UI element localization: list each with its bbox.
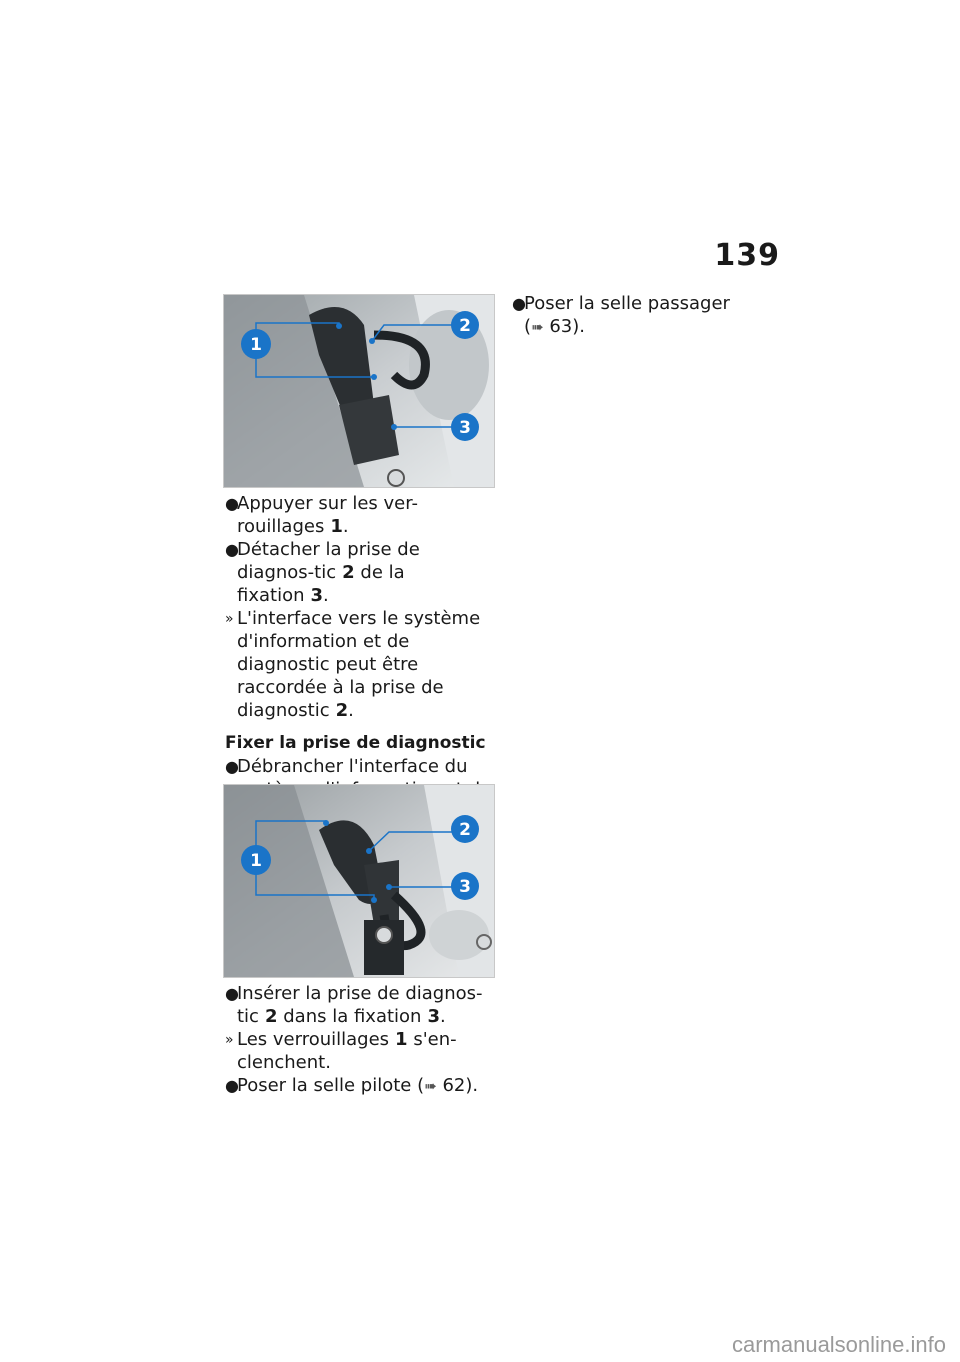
step4-text: Insérer la prise de diagnos-tic: [237, 983, 483, 1027]
step6-end: ).: [572, 316, 585, 337]
result2-end: s'en-clenchent.: [237, 1029, 457, 1073]
ref-2: 2: [342, 562, 355, 583]
step-insert-socket: [225, 982, 495, 1028]
svg-text:3: 3: [459, 877, 471, 897]
ref-2: 2: [335, 700, 349, 721]
step5-text: Poser la selle pilote (: [237, 1075, 425, 1096]
page-arrow-icon: ➠: [531, 318, 544, 336]
ref-2: 2: [264, 1006, 278, 1027]
step2-text: Détacher la prise de diagnos-tic: [237, 539, 420, 583]
page-reference-link[interactable]: 63: [549, 316, 573, 337]
svg-text:1: 1: [250, 851, 262, 871]
step1-text: Appuyer sur les ver-rouillages: [237, 493, 418, 537]
svg-text:3: 3: [459, 418, 471, 438]
svg-text:2: 2: [459, 820, 471, 840]
step2-end: .: [323, 585, 329, 606]
diagnostic-socket-photo-1: [223, 294, 495, 488]
watermark-footer: carmanualsonline.info: [731, 1332, 946, 1357]
svg-text:1: 1: [250, 335, 262, 355]
page-reference-link[interactable]: 62: [442, 1075, 466, 1096]
page-arrow-icon: ➠: [424, 1077, 437, 1095]
step4-end: .: [439, 1006, 446, 1027]
step3-text: Débrancher l'interface du: [237, 756, 468, 777]
section-heading: Fixer la prise de diagnostic: [225, 733, 486, 753]
instructions-block-3: [512, 292, 732, 339]
instructions-block-2: [225, 982, 495, 1098]
step-fit-passenger-seat: [512, 292, 732, 339]
svg-text:2: 2: [459, 316, 471, 336]
step5-end: ).: [465, 1075, 479, 1096]
bullet-icon: ●: [225, 1076, 239, 1095]
result1-text: L'interface vers le système d'information et de diagnostic peut être raccordée à la prise de diagnostic: [237, 608, 481, 721]
ref-1: 1: [395, 1029, 408, 1050]
bullet-icon: ●: [225, 757, 239, 776]
bullet-icon: ●: [225, 540, 239, 559]
result-icon: »: [225, 1032, 234, 1048]
diagnostic-socket-illustration-2: [224, 785, 494, 977]
page-number: 139: [714, 238, 780, 273]
bullet-icon: ●: [225, 984, 239, 1003]
step1-end: .: [342, 516, 349, 537]
result-locks-engage: [225, 1028, 495, 1074]
step4-mid: dans la fixation: [283, 1006, 422, 1027]
step6-text: Poser la selle passager (: [524, 293, 730, 337]
step-fit-rider-seat: [225, 1074, 495, 1098]
bullet-icon: ●: [512, 294, 526, 313]
bullet-icon: ●: [225, 494, 239, 513]
result2-text: Les verrouillages: [237, 1029, 390, 1050]
diagnostic-socket-photo-2: [223, 784, 495, 978]
result-interface-connect: [225, 607, 495, 722]
result1-end: .: [348, 700, 354, 721]
step-press-locks: [225, 492, 495, 538]
step-detach-socket: [225, 538, 495, 607]
step2-mid: de la fixation: [237, 562, 405, 606]
result-icon: »: [225, 611, 234, 627]
ref-3: 3: [427, 1006, 440, 1027]
instructions-block-1: [225, 492, 495, 824]
ref-3: 3: [310, 585, 324, 606]
ref-1: 1: [330, 516, 343, 537]
diagnostic-socket-illustration-1: [224, 295, 494, 487]
